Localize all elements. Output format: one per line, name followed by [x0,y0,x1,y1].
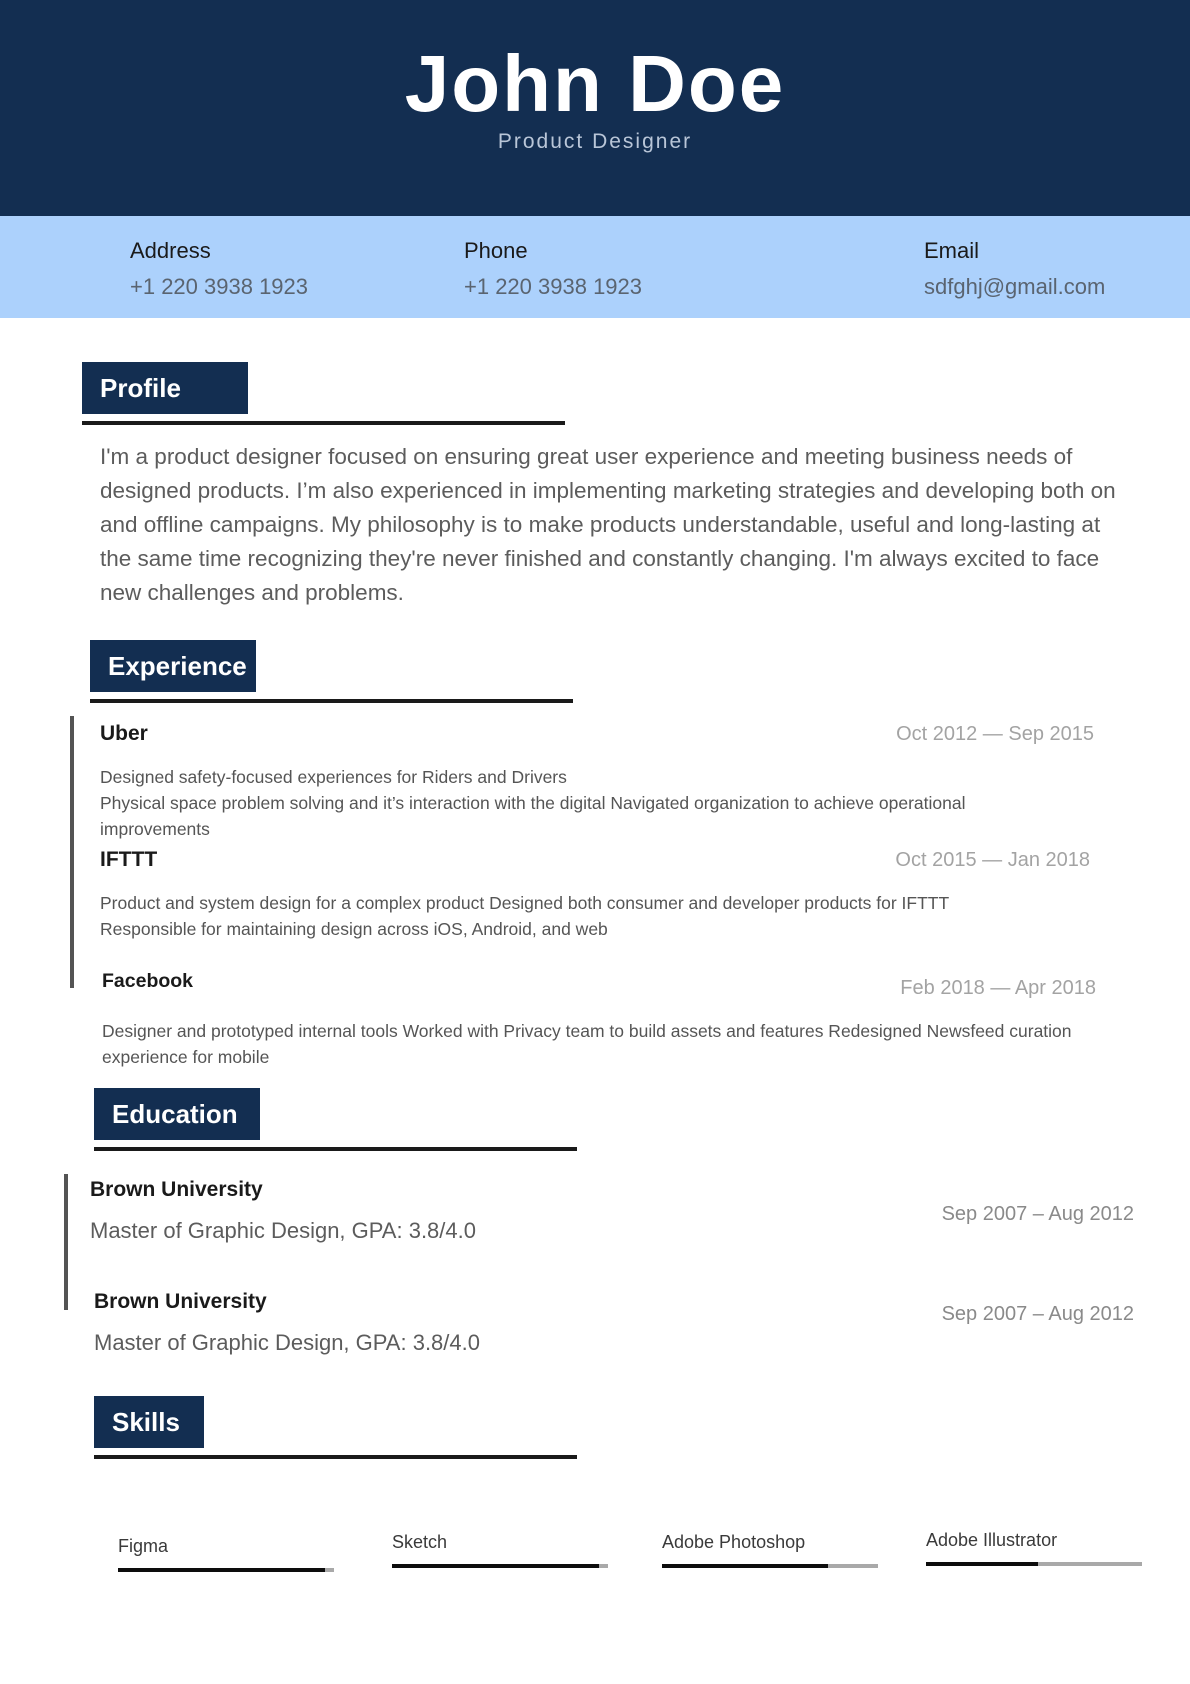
experience-divider [90,699,573,703]
experience-description: Designed safety-focused experiences for Riders and Drivers Physical space problem solving and it’s interaction with the digital Navigated organization to achieve operational improvements [100,767,966,839]
skill-level-track [118,1568,334,1572]
skills-divider [94,1455,577,1459]
skill-level-fill [926,1562,1038,1566]
address-label: Address [130,238,211,263]
education-dates: Sep 2007 – Aug 2012 [941,1303,1134,1325]
skill-level-fill [118,1568,325,1572]
skill-name: Adobe Illustrator [926,1530,1058,1550]
contact-phone [464,236,642,302]
skill-item [662,1530,878,1568]
skills-heading: Skills [94,1396,204,1448]
contact-address [130,236,308,302]
contact-email [924,236,1105,302]
email-value: sdfghj@gmail.com [924,274,1106,299]
experience-dates: Oct 2012 — Sep 2015 [896,723,1094,745]
experience-description: Product and system design for a complex product Designed both consumer and developer products for IFTTT Responsible for maintaining design across iOS, Android, and web [100,893,950,939]
experience-timeline-bar [70,716,74,988]
education-degree: Master of Graphic Design, GPA: 3.8/4.0 [90,1218,476,1243]
skill-name: Figma [118,1536,169,1556]
skill-item [926,1528,1142,1566]
experience-dates: Feb 2018 — Apr 2018 [900,977,1096,999]
experience-company: IFTTT [100,848,158,871]
experience-description: Designer and prototyped internal tools Worked with Privacy team to build assets and features Redesigned Newsfeed curation experience for mobile [102,1021,1072,1067]
profile-heading: Profile [82,362,248,414]
skill-level-fill [392,1564,599,1568]
contact-band [0,216,1190,318]
skill-name: Sketch [392,1532,448,1552]
experience-company: Uber [100,722,148,745]
skill-level-track [662,1564,878,1568]
experience-company: Facebook [102,970,194,992]
education-timeline-bar [64,1174,68,1310]
education-degree: Master of Graphic Design, GPA: 3.8/4.0 [94,1330,480,1355]
education-heading: Education [94,1088,260,1140]
experience-heading: Experience [90,640,256,692]
skill-item [392,1530,608,1568]
address-value: +1 220 3938 1923 [130,274,309,299]
skill-level-fill [662,1564,828,1568]
candidate-name: John Doe [404,39,786,128]
skill-name: Adobe Photoshop [662,1532,806,1552]
email-label: Email [924,238,980,263]
education-school: Brown University [90,1178,263,1201]
skill-item [118,1534,334,1572]
education-divider [94,1147,577,1151]
skill-level-track [926,1562,1142,1566]
experience-dates: Oct 2015 — Jan 2018 [895,849,1090,871]
candidate-title: Product Designer [497,130,693,153]
phone-label: Phone [464,238,528,263]
phone-value: +1 220 3938 1923 [464,274,643,299]
profile-divider [82,421,565,425]
education-dates: Sep 2007 – Aug 2012 [941,1203,1134,1225]
education-school: Brown University [94,1290,267,1313]
profile-summary: I'm a product designer focused on ensuring great user experience and meeting business needs of designed products. I’m also experienced in implementing marketing strategies and developing both on and offline campaigns. My philosophy is to make products understandable, useful and long-lasting at the same time recognizing they're never finished and constantly changing. I'm always excited to face new challenges and problems. [100,444,1116,605]
resume-header [0,0,1190,216]
skill-level-track [392,1564,608,1568]
